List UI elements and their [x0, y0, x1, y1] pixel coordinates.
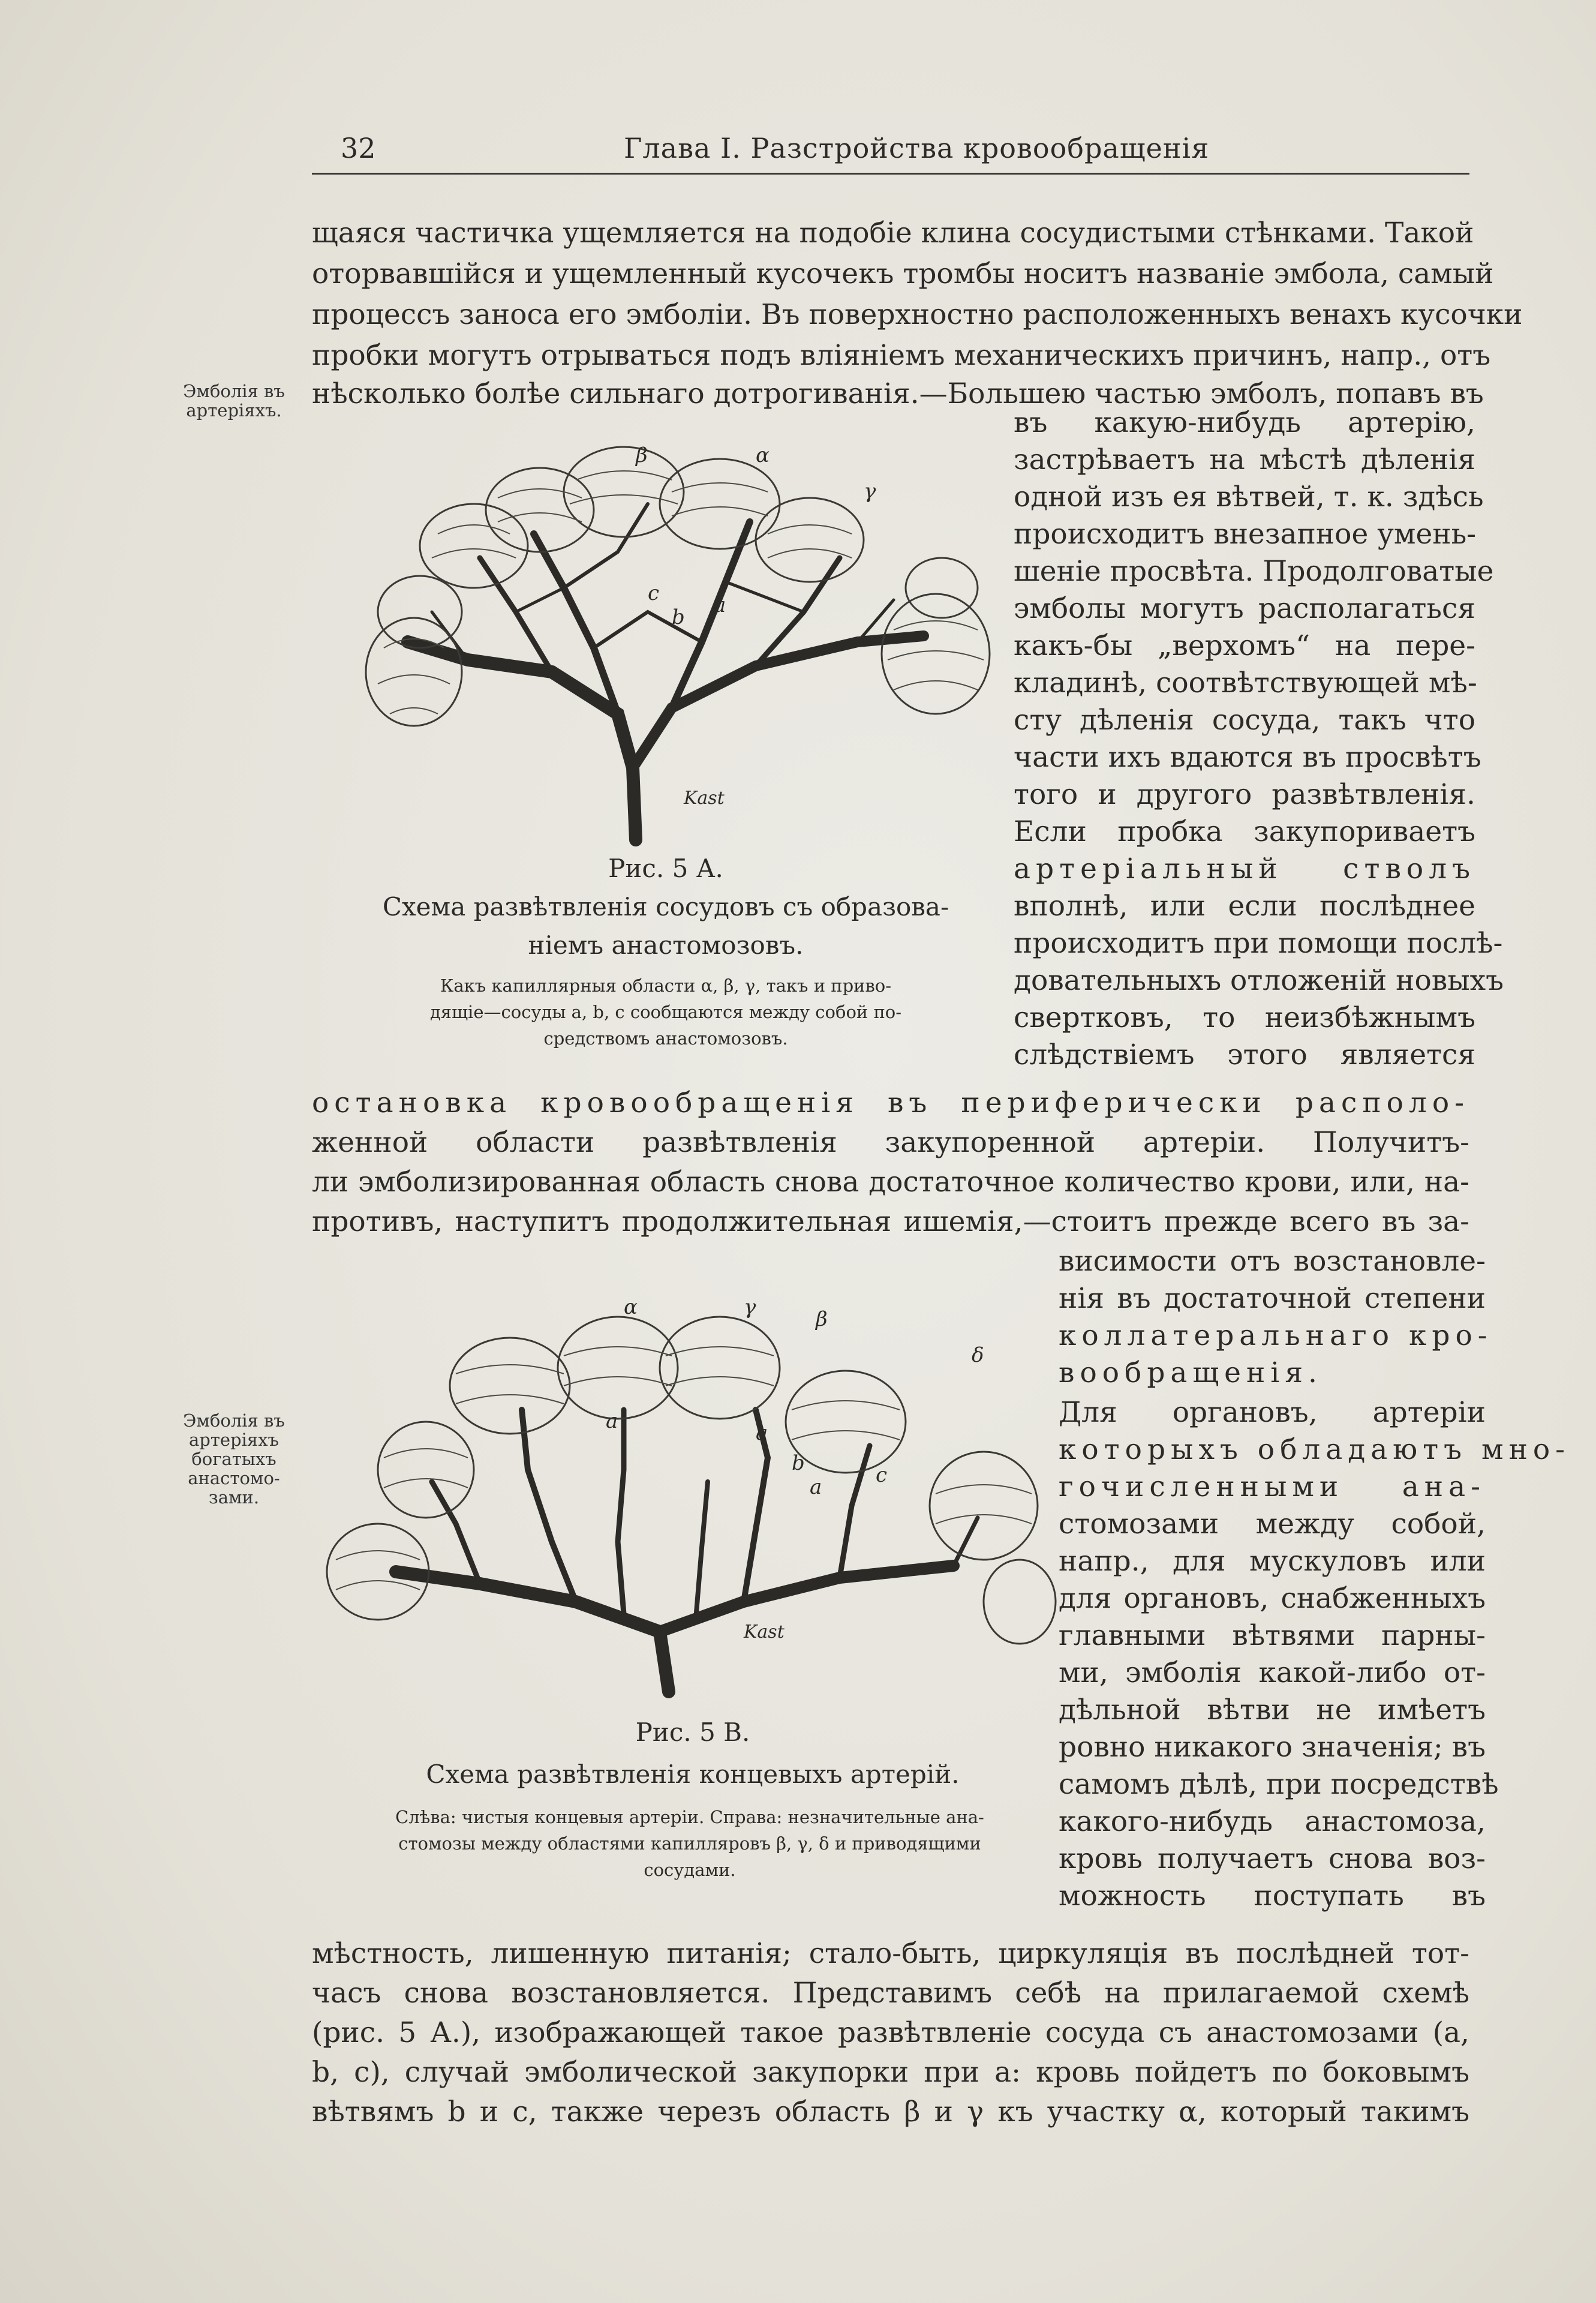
fig-b-label-gamma: γ	[744, 1295, 756, 1319]
text-line: вполнѣ, или если послѣднее	[1014, 890, 1475, 923]
text-line: кладинѣ, соотвѣтствующей мѣ-	[1014, 666, 1477, 699]
text-line: для органовъ, снабженныхъ	[1059, 1582, 1486, 1615]
figure-b-illustration	[324, 1290, 1062, 1710]
fig-a-label-c: c	[648, 581, 660, 605]
figure-a-sub-2: дящіе—сосуды a, b, c сообщаются между собой по-	[429, 1002, 902, 1022]
text-line: одной изъ ея вѣтвей, т. к. здѣсь	[1014, 481, 1484, 514]
margin-note-anastomoses: Эмболія въ артеріяхъ богатыхъ анастомо-зами.	[183, 1410, 285, 1508]
text-line: нія въ достаточной степени	[1059, 1282, 1486, 1315]
figure-a-illustration	[336, 432, 996, 852]
figure-b-sub-1: Слѣва: чистыя концевыя артеріи. Справа: незначительные ана-	[395, 1807, 984, 1827]
text-line: Для органовъ, артеріи	[1059, 1396, 1486, 1429]
text-line: (рис. 5 А.), изображающей такое развѣтвленіе сосуда съ анастомозами (а,	[312, 2016, 1469, 2049]
fig-a-label-alpha: α	[756, 443, 770, 467]
text-line: ровно никакого значенія; въ	[1059, 1731, 1486, 1764]
fig-b-label-b: b	[792, 1451, 805, 1475]
text-line: дѣльной вѣтви не имѣетъ	[1059, 1694, 1486, 1727]
text-line: стомозами между собой,	[1059, 1508, 1486, 1541]
text-line: артеріальный стволъ	[1014, 852, 1475, 885]
fig-b-label-a3: a	[810, 1475, 822, 1499]
text-line: b, с), случай эмболической закупорки при а: кровь пойдетъ по боковымъ	[312, 2056, 1469, 2089]
fig-a-label-b: b	[672, 605, 685, 629]
text-line: которыхъ обладаютъ мно-	[1059, 1433, 1571, 1466]
figure-b-sub-2: стомозы между областями капилляровъ β, γ, δ и приводящими	[398, 1833, 981, 1854]
text-line: щаяся частичка ущемляется на подобіе клина сосудистыми стѣнками. Такой	[312, 217, 1474, 250]
text-line: застрѣваетъ на мѣстѣ дѣленія	[1014, 443, 1475, 476]
text-line: вѣтвямъ b и c, также черезъ область β и γ къ участку α, который такимъ	[312, 2095, 1469, 2128]
fig-b-label-alpha: α	[624, 1295, 638, 1319]
text-line: гочисленными ана-	[1059, 1470, 1486, 1503]
text-line: часъ снова возстановляется. Представимъ себѣ на прилагаемой схемѣ	[312, 1977, 1469, 2010]
text-line: кровь получаетъ снова воз-	[1059, 1842, 1486, 1875]
text-line: напр., для мускуловъ или	[1059, 1545, 1486, 1578]
text-line: ми, эмболія какой-либо от-	[1059, 1656, 1486, 1689]
figure-a-caption-2: ніемъ анастомозовъ.	[528, 930, 804, 960]
text-line: противъ, наступитъ продолжительная ишемія,—стоитъ прежде всего въ за-	[312, 1205, 1469, 1238]
figure-a-sub-1: Какъ капиллярныя области α, β, γ, такъ и приво-	[440, 975, 892, 996]
figure-b-sub-3: сосудами.	[644, 1860, 736, 1880]
text-line: пробки могутъ отрываться подъ вліяніемъ механическихъ причинъ, напр., отъ	[312, 339, 1491, 372]
text-line: коллатеральнаго кро-	[1059, 1319, 1493, 1352]
text-line: самомъ дѣлѣ, при посредствѣ	[1059, 1768, 1499, 1801]
fig-b-label-a1: a	[606, 1409, 618, 1433]
page-number: 32	[341, 132, 376, 164]
fig-b-label-a2: a	[756, 1421, 768, 1445]
text-line: довательныхъ отложеній новыхъ	[1014, 964, 1504, 997]
fig-a-label-beta: β	[636, 443, 648, 467]
text-line: вообращенія.	[1059, 1356, 1323, 1389]
fig-a-label-gamma: γ	[864, 479, 876, 503]
fig-b-label-delta: δ	[972, 1343, 984, 1367]
text-line: главными вѣтвями парны-	[1059, 1619, 1486, 1652]
text-line: процессъ заноса его эмболіи. Въ поверхностно расположенныхъ венахъ кусочки	[312, 298, 1523, 331]
fig-a-label-a: a	[714, 593, 726, 617]
text-line: въ какую-нибудь артерію,	[1014, 406, 1475, 439]
text-line: сту дѣленія сосуда, такъ что	[1014, 704, 1475, 737]
text-line: части ихъ вдаются въ просвѣтъ	[1014, 741, 1481, 774]
fig-b-label-c: c	[876, 1463, 888, 1487]
text-line: можность поступать въ	[1059, 1879, 1486, 1912]
running-head: Глава I. Разстройства кровообращенія	[624, 132, 1210, 164]
text-line: какъ-бы „верхомъ“ на пере-	[1014, 629, 1475, 662]
header-rule	[312, 173, 1469, 175]
figure-a-caption-1: Схема развѣтвленія сосудовъ съ образова-	[382, 892, 949, 921]
text-line: слѣдствіемъ этого является	[1014, 1038, 1475, 1071]
text-line: нѣсколько болѣе сильнаго дотрогиванія.—Большею частью эмболъ, попавъ въ	[312, 377, 1484, 410]
text-line: висимости отъ возстановле-	[1059, 1245, 1486, 1278]
text-line: свертковъ, то неизбѣжнымъ	[1014, 1001, 1475, 1034]
text-line: того и другого развѣтвленія.	[1014, 778, 1475, 811]
figure-b-number: Рис. 5 В.	[635, 1718, 750, 1747]
fig-b-label-beta: β	[816, 1307, 828, 1331]
text-line: происходитъ при помощи послѣ-	[1014, 927, 1503, 960]
text-line: шеніе просвѣта. Продолговатые	[1014, 555, 1494, 588]
figure-b-caption-1: Схема развѣтвленія концевыхъ артерій.	[426, 1759, 960, 1789]
fig-b-signature: Kast	[744, 1622, 785, 1643]
text-line: остановка кровообращенія въ периферически располо-	[312, 1086, 1469, 1119]
text-line: Если пробка закупориваетъ	[1014, 815, 1475, 848]
text-line: происходитъ внезапное умень-	[1014, 518, 1477, 551]
text-line: женной области развѣтвленія закупоренной артеріи. Получитъ-	[312, 1126, 1469, 1159]
figure-a-number: Рис. 5 А.	[608, 854, 723, 883]
fig-a-signature: Kast	[684, 788, 725, 809]
text-line: ли эмболизированная область снова достаточное количество крови, или, на-	[312, 1166, 1469, 1199]
page-header	[312, 131, 1469, 173]
text-line: мѣстность, лишенную питанія; стало-быть, циркуляція въ послѣдней тот-	[312, 1937, 1469, 1970]
text-line: эмболы могутъ располагаться	[1014, 592, 1475, 625]
figure-a-sub-3: средствомъ анастомозовъ.	[543, 1028, 788, 1049]
text-line: оторвавшійся и ущемленный кусочекъ тромбы носитъ названіе эмбола, самый	[312, 257, 1494, 290]
text-line: какого-нибудь анастомоза,	[1059, 1805, 1486, 1838]
margin-note-embolism: Эмболія въ артеріяхъ.	[183, 381, 285, 421]
